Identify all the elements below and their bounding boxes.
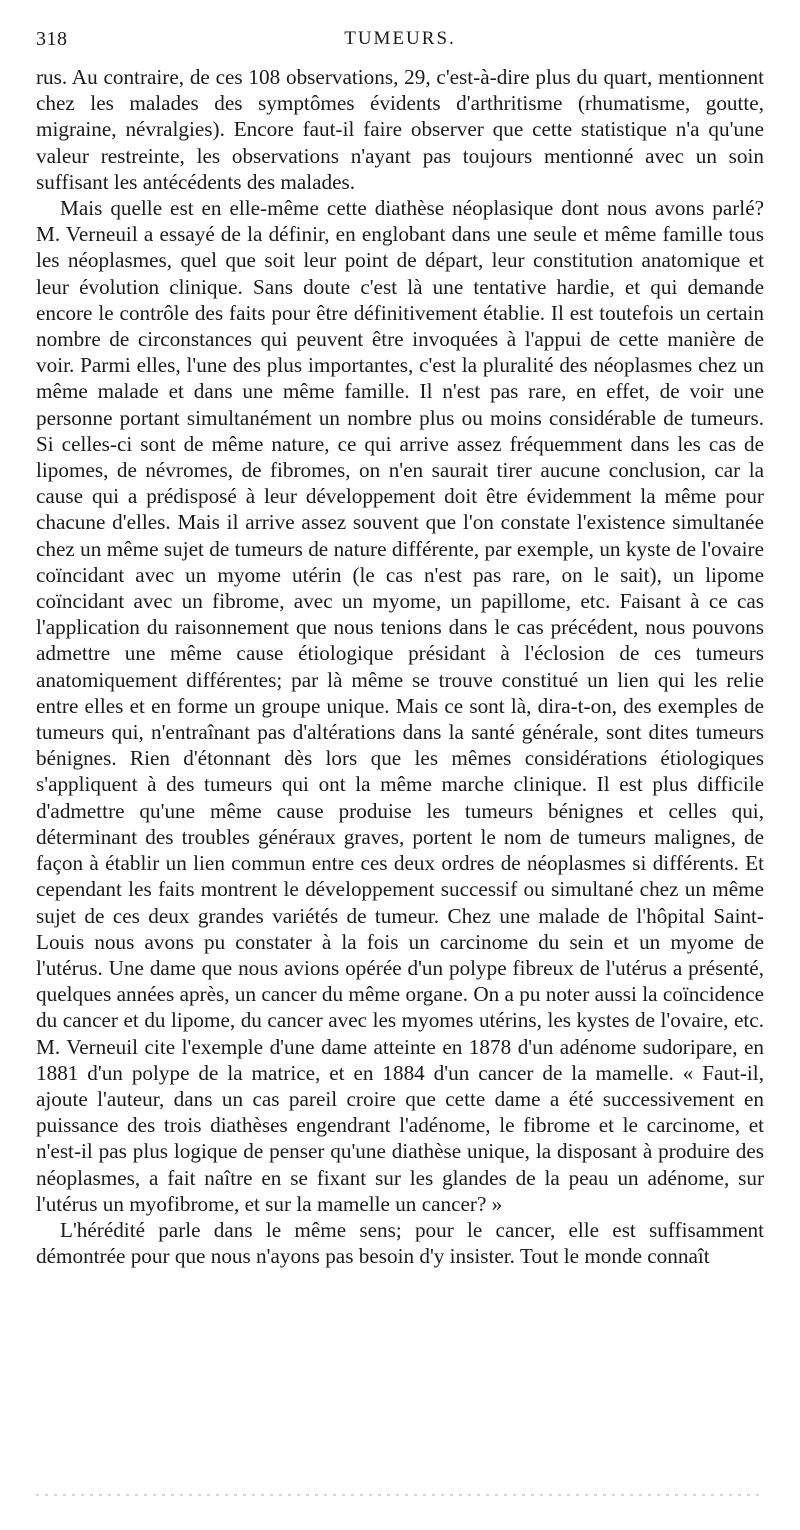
running-title: TUMEURS. [344, 28, 456, 49]
body-text [36, 64, 764, 1269]
paragraph-continued: rus. Au contraire, de ces 108 observations, 29, c'est-à-dire plus du quart, mentionnent chez les malades des symptômes évidents d'arthritisme (rhumatisme, goutte, migraine, névralgies). Encore faut-il faire observer que cette statistique n'a qu'une valeur restreinte, les observations n'ayant pas toujours mentionné avec un soin suffisant les antécédents des malades. [36, 65, 764, 194]
page-number: 318 [36, 28, 68, 50]
bottom-scan-artifact [36, 1494, 764, 1496]
paragraph-heredity: L'hérédité parle dans le même sens; pour le cancer, elle est suffisamment démontrée pour que nous n'ayons pas besoin d'y insister. Tout le monde connaît [36, 1217, 764, 1269]
paragraph-neoplastic-diathesis: Mais quelle est en elle-même cette diathèse néoplasique dont nous avons parlé? M. Verneuil a essayé de la définir, en englobant dans une seule et même famille tous les néoplasmes, quel que soit leur point de départ, leur constitution anatomique et leur évolution clinique. Sans doute c'est là une tentative hardie, et qui demande encore le contrôle des faits pour être définitivement établie. Il est toutefois un certain nombre de circonstances qui peuvent être invoquées à l'appui de cette manière de voir. Parmi elles, l'une des plus importantes, c'est la pluralité des néoplasmes chez un même malade et dans une même famille. Il n'est pas rare, en effet, de voir une personne portant simultanément un nombre plus ou moins considérable de tumeurs. Si celles-ci sont de même nature, ce qui arrive assez fréquemment dans les cas de lipomes, de névromes, de fibromes, on n'en saurait tirer aucune conclusion, car la cause qui a prédisposé à leur développement doit être évidemment la même pour chacune d'elles. Mais il arrive assez souvent que l'on constate l'existence simultanée chez un même sujet de tumeurs de nature différente, par exemple, un kyste de l'ovaire coïncidant avec un myome utérin (le cas n'est pas rare, on le sait), un lipome coïncidant avec un fibrome, avec un myome, un papillome, etc. Faisant à ce cas l'application du raisonnement que nous tenions dans le cas précédent, nous pouvons admettre une même cause étiologique présidant à l'éclosion de ces tumeurs anatomiquement différentes; par là même se trouve constitué un lien qui les relie entre elles et en forme un groupe unique. Mais ce sont là, dira-t-on, des exemples de tumeurs qui, n'entraînant pas d'altérations dans la santé générale, sont dites tumeurs bénignes. Rien d'étonnant dès lors que les mêmes considérations étiologiques s'appliquent à des tumeurs qui ont la même marche clinique. Il est plus difficile d'admettre qu'une même cause produise les tumeurs bénignes et celles qui, déterminant des troubles généraux graves, portent le nom de tumeurs malignes, de façon à établir un lien commun entre ces deux ordres de néoplasmes si différents. Et cependant les faits montrent le développement successif ou simultané chez un même sujet de ces deux grandes variétés de tumeur. Chez une malade de l'hôpital Saint-Louis nous avons pu constater à la fois un carcinome du sein et un myome de l'utérus. Une dame que nous avions opérée d'un polype fibreux de l'utérus a présenté, quelques années après, un cancer du même organe. On a pu noter aussi la coïncidence du cancer et du lipome, du cancer avec les myomes utérins, les kystes de l'ovaire, etc. M. Verneuil cite l'exemple d'une dame atteinte en 1878 d'un adénome sudoripare, en 1881 d'un polype de la matrice, et en 1884 d'un cancer de la mamelle. « Faut-il, ajoute l'auteur, dans un cas pareil croire que cette dame a été successivement en puissance des trois diathèses engendrant l'adénome, le fibrome et le carcinome, et n'est-il pas plus logique de penser qu'une diathèse unique, la disposant à produire des néoplasmes, a fait naître en se fixant sur les glandes de la peau un adénome, sur l'utérus un myofibrome, et sur la mamelle un cancer? » [36, 196, 764, 1216]
page-header [36, 28, 764, 58]
